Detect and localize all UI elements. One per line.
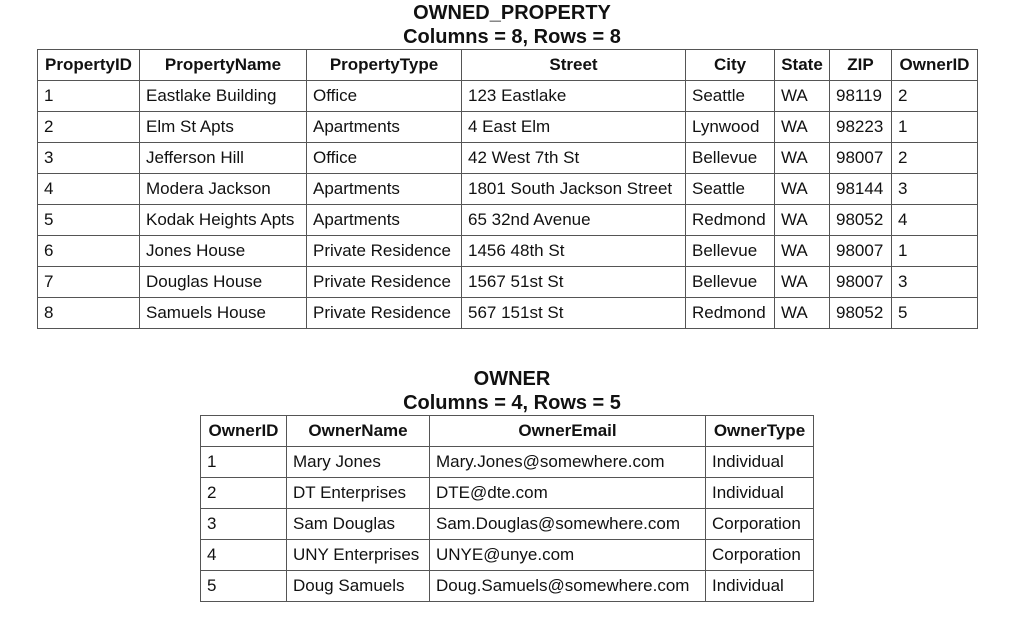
owned-property-table — [37, 49, 978, 329]
table-cell: WA — [775, 236, 830, 267]
table-row — [38, 205, 978, 236]
table-header-row — [38, 50, 978, 81]
table-cell: Elm St Apts — [140, 112, 307, 143]
table-cell: 2 — [38, 112, 140, 143]
owned-property-title: OWNED_PROPERTY — [413, 2, 611, 24]
table-cell: Kodak Heights Apts — [140, 205, 307, 236]
table-cell: DTE@dte.com — [430, 478, 706, 509]
column-header: PropertyName — [140, 50, 307, 81]
table-cell: 98223 — [830, 112, 892, 143]
table-cell: 98007 — [830, 267, 892, 298]
table-cell: 98144 — [830, 174, 892, 205]
table-cell: Corporation — [706, 509, 814, 540]
table-cell: 65 32nd Avenue — [462, 205, 686, 236]
table-cell: Private Residence — [307, 298, 462, 329]
table-cell: Jefferson Hill — [140, 143, 307, 174]
table-row — [38, 267, 978, 298]
table-cell: 4 — [201, 540, 287, 571]
table-cell: Bellevue — [686, 143, 775, 174]
table-cell: DT Enterprises — [287, 478, 430, 509]
table-cell: Individual — [706, 571, 814, 602]
table-cell: 4 East Elm — [462, 112, 686, 143]
table-cell: 123 Eastlake — [462, 81, 686, 112]
table-cell: 1801 South Jackson Street — [462, 174, 686, 205]
owner-table — [200, 415, 814, 602]
table-cell: 3 — [38, 143, 140, 174]
table-cell: 1 — [892, 236, 978, 267]
table-cell: 1 — [38, 81, 140, 112]
owner-title: OWNER — [473, 368, 551, 390]
table-cell: Modera Jackson — [140, 174, 307, 205]
table-cell: Bellevue — [686, 267, 775, 298]
table-cell: Seattle — [686, 174, 775, 205]
table-cell: 1 — [201, 447, 287, 478]
table-cell: Sam Douglas — [287, 509, 430, 540]
table-cell: Mary Jones — [287, 447, 430, 478]
table-cell: Corporation — [706, 540, 814, 571]
column-header: PropertyID — [38, 50, 140, 81]
column-header: OwnerID — [892, 50, 978, 81]
column-header: OwnerID — [201, 416, 287, 447]
table-cell: WA — [775, 174, 830, 205]
table-row — [38, 298, 978, 329]
column-header: Street — [462, 50, 686, 81]
table-cell: Seattle — [686, 81, 775, 112]
table-cell: 3 — [892, 174, 978, 205]
table-cell: Mary.Jones@somewhere.com — [430, 447, 706, 478]
table-row — [201, 478, 814, 509]
table-cell: UNY Enterprises — [287, 540, 430, 571]
table-cell: Office — [307, 143, 462, 174]
column-header: OwnerType — [706, 416, 814, 447]
table-cell: 3 — [201, 509, 287, 540]
table-cell: Office — [307, 81, 462, 112]
table-cell: WA — [775, 143, 830, 174]
table-cell: WA — [775, 298, 830, 329]
table-row — [201, 509, 814, 540]
table-cell: Samuels House — [140, 298, 307, 329]
table-cell: 567 151st St — [462, 298, 686, 329]
column-header: PropertyType — [307, 50, 462, 81]
table-cell: Douglas House — [140, 267, 307, 298]
owned-property-subtitle: Columns = 8, Rows = 8 — [403, 26, 621, 48]
table-cell: 7 — [38, 267, 140, 298]
table-cell: Private Residence — [307, 236, 462, 267]
column-header: ZIP — [830, 50, 892, 81]
table-row — [38, 81, 978, 112]
table-cell: 3 — [892, 267, 978, 298]
table-cell: 1 — [892, 112, 978, 143]
table-cell: 5 — [892, 298, 978, 329]
table-cell: 42 West 7th St — [462, 143, 686, 174]
table-cell: 98052 — [830, 298, 892, 329]
table-cell: Individual — [706, 447, 814, 478]
table-header-row — [201, 416, 814, 447]
table-cell: 2 — [892, 81, 978, 112]
table-row — [201, 447, 814, 478]
table-cell: Bellevue — [686, 236, 775, 267]
table-cell: 8 — [38, 298, 140, 329]
table-cell: 1567 51st St — [462, 267, 686, 298]
table-cell: Jones House — [140, 236, 307, 267]
table-cell: Redmond — [686, 205, 775, 236]
table-cell: 4 — [892, 205, 978, 236]
table-cell: Doug Samuels — [287, 571, 430, 602]
table-row — [201, 540, 814, 571]
table-cell: UNYE@unye.com — [430, 540, 706, 571]
table-cell: 1456 48th St — [462, 236, 686, 267]
table-cell: Apartments — [307, 205, 462, 236]
table-cell: 4 — [38, 174, 140, 205]
table-cell: Sam.Douglas@somewhere.com — [430, 509, 706, 540]
table-cell: WA — [775, 267, 830, 298]
table-cell: 98007 — [830, 236, 892, 267]
column-header: OwnerName — [287, 416, 430, 447]
table-row — [38, 236, 978, 267]
table-cell: Lynwood — [686, 112, 775, 143]
table-cell: Individual — [706, 478, 814, 509]
table-row — [38, 112, 978, 143]
table-cell: Eastlake Building — [140, 81, 307, 112]
table-cell: WA — [775, 205, 830, 236]
column-header: State — [775, 50, 830, 81]
table-cell: WA — [775, 81, 830, 112]
table-cell: 5 — [201, 571, 287, 602]
owner-subtitle: Columns = 4, Rows = 5 — [403, 392, 621, 414]
table-row — [38, 174, 978, 205]
table-cell: WA — [775, 112, 830, 143]
column-header: City — [686, 50, 775, 81]
table-cell: Apartments — [307, 174, 462, 205]
table-cell: Private Residence — [307, 267, 462, 298]
table-cell: Redmond — [686, 298, 775, 329]
table-cell: Apartments — [307, 112, 462, 143]
table-cell: Doug.Samuels@somewhere.com — [430, 571, 706, 602]
table-cell: 2 — [892, 143, 978, 174]
table-cell: 2 — [201, 478, 287, 509]
table-cell: 98052 — [830, 205, 892, 236]
table-cell: 5 — [38, 205, 140, 236]
table-cell: 98007 — [830, 143, 892, 174]
column-header: OwnerEmail — [430, 416, 706, 447]
table-cell: 6 — [38, 236, 140, 267]
table-row — [38, 143, 978, 174]
table-cell: 98119 — [830, 81, 892, 112]
table-row — [201, 571, 814, 602]
